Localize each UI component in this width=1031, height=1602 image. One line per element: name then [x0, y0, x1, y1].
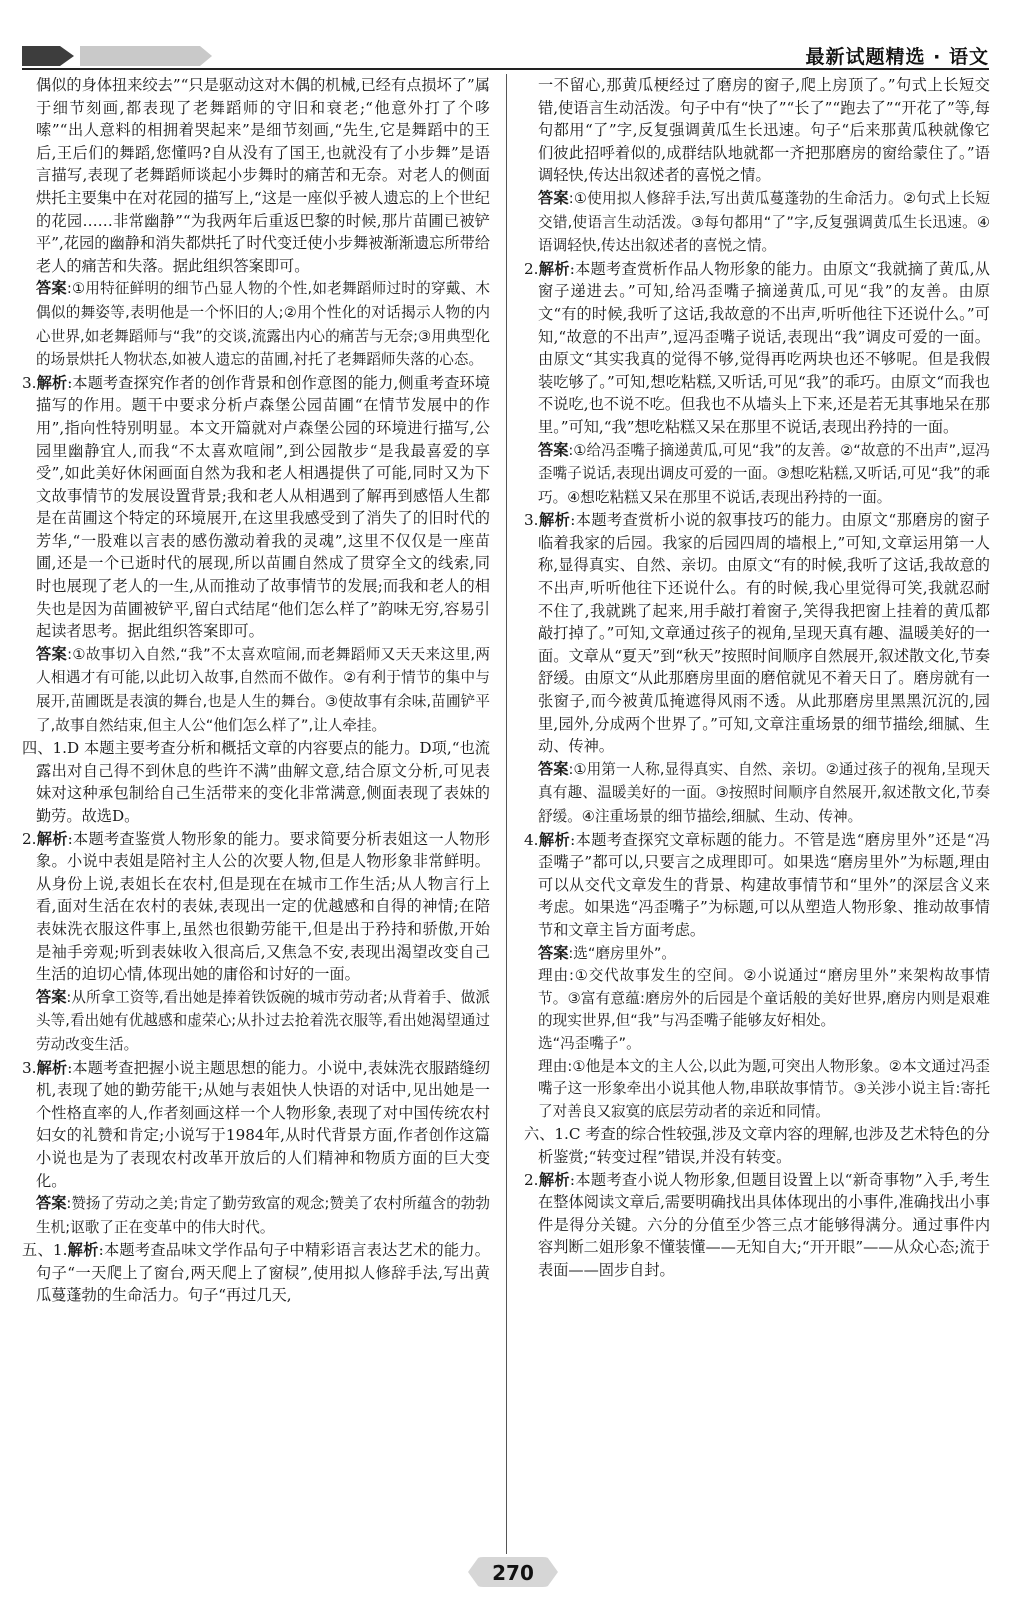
answer-paragraph: [524, 187, 990, 258]
text-paragraph: [524, 1033, 990, 1056]
analysis-label: 解析: [538, 259, 570, 278]
text-paragraph: [524, 1056, 990, 1124]
header-rule: [22, 68, 989, 70]
page-header: [0, 0, 1031, 72]
analysis-paragraph: [524, 829, 990, 942]
text-paragraph: [22, 737, 490, 827]
answer-label: 答案: [36, 279, 67, 298]
answer-label: 答案: [36, 987, 67, 1006]
answer-paragraph: [524, 439, 990, 510]
item-number: 3.: [22, 1058, 37, 1077]
analysis-label: 解析: [36, 829, 68, 848]
paragraph-text: :本题考查小说人物形象,但题目设置上以“新奇事物”入手,考生在整体阅读文章后,需要明确找出具体体现出的小事件,准确找出小事件是得分关键。六分的分值至少答三点才能够得满分。通过事件内容判断二姐形象不懂装懂——无知自大;“开开眼”——从众心态;流于表面——固步自封。: [538, 1170, 990, 1279]
answer-label: 答案: [538, 759, 569, 778]
paragraph-text: 四、1.D 本题主要考查分析和概括文章的内容要点的能力。D项,“也流露出对自己得不到休息的些许不满”曲解文意,结合原文分析,可见表妹对这种承包制给自己生活带来的变化非常满意,侧面表现了表妹的勤劳。故选D。: [22, 739, 490, 825]
answer-paragraph: [22, 643, 490, 737]
answer-label: 答案: [36, 1194, 67, 1213]
paragraph-text: :①用第一人称,显得真实、自然、亲切。②通过孩子的视角,呈现天真有趣、温暖美好的一面。③按照时间顺序自然展开,叙述散文化,节奏舒缓。④注重场景的细节描绘,细腻、生动、传神。: [538, 760, 990, 825]
answer-label: 答案: [538, 440, 569, 459]
analysis-label: 解析: [67, 1241, 99, 1260]
header-light-chevron-icon: [200, 46, 212, 66]
paragraph-text: :本题考查鉴赏人物形象的能力。要求简要分析表姐这一人物形象。小说中表姐是陪衬主人公的次要人物,但是人物形象非常鲜明。从身份上说,表姐长在农村,但是现在在城市工作生活;从人物言行上看,面对生活在农村的表妹,表现出一定的优越感和自得的神情;在陪表妹洗衣服这件事上,虽然也很勤劳能干,但是出于矜持和骄傲,开始是袖手旁观;听到表妹收入很高后,又焦急不安,表现出渴望改变自己生活的迫切心情,体现出她的庸俗和讨好的一面。: [36, 829, 490, 984]
analysis-label: 解析: [538, 830, 571, 849]
analysis-paragraph: [22, 1057, 490, 1193]
paragraph-text: :本题考查探究文章标题的能力。不管是选“磨房里外”还是“冯歪嘴子”都可以,只要言之成理即可。如果选“磨房里外”为标题,理由可以从交代文章发生的背景、构建故事情节和“里外”的深层含义来考虑。如果选“冯歪嘴子”为标题,可以从塑造人物形象、推动故事情节和文章主旨方面考虑。: [538, 830, 990, 939]
answer-paragraph: [524, 758, 990, 829]
paragraph-text: 选“冯歪嘴子”。: [538, 1034, 641, 1052]
analysis-paragraph: [22, 828, 490, 986]
text-paragraph: [524, 965, 990, 1033]
paragraph-text: :从所拿工资等,看出她是捧着铁饭碗的城市劳动者;从背着手、做派头等,看出她有优越感和虚荣心;从扑过去抢着洗衣服等,看出她渴望通过劳动改变生活。: [36, 988, 491, 1053]
paragraph-text: :①故事切入自然,“我”不太喜欢喧闹,而老舞蹈师又天天来这里,两人相遇才有可能,以此切入故事,自然而不做作。②有利于情节的集中与展开,苗圃既是表演的舞台,也是人生的舞台。③使故事有余味,苗圃铲平了,故事自然结束,但主人公“他们怎么样了”,让人牵挂。: [36, 645, 490, 734]
text-paragraph: [22, 74, 490, 277]
paragraph-text: :①使用拟人修辞手法,写出黄瓜蔓蓬勃的生命活力。②句式上长短交错,使语言生动活泼。③每句都用“了”字,反复强调黄瓜生长迅速。④语调轻快,传达出叙述者的喜悦之情。: [538, 189, 990, 255]
analysis-paragraph: [22, 372, 490, 643]
paragraph-text: :选“磨房里外”。: [568, 944, 676, 962]
answer-label: 答案: [538, 943, 569, 962]
header-light-bar: [80, 46, 200, 66]
header-title: 最新试题精选 · 语文: [805, 46, 989, 68]
analysis-paragraph: [524, 1169, 990, 1282]
header-dark-bar: [22, 46, 60, 66]
analysis-label: 解析: [538, 1170, 570, 1189]
paragraph-text: :本题考查品味文学作品句子中精彩语言表达艺术的能力。句子“一天爬上了窗台,两天爬上了窗棂”,使用拟人修辞手法,写出黄瓜蔓蓬勃的生命活力。句子“再过几天,: [36, 1241, 490, 1305]
analysis-paragraph: [22, 1239, 490, 1307]
analysis-label: 解析: [538, 511, 571, 530]
item-number: 2.: [22, 829, 37, 848]
paragraph-text: :本题考查把握小说主题思想的能力。小说中,表妹洗衣服踏缝纫机,表现了她的勤劳能干;从她与表姐快人快语的对话中,见出她是一个性格直率的人,作者刻画这样一个人物形象,表现了对中国传统农村妇女的礼赞和肯定;小说写于1984年,从时代背景方面,作者创作这篇小说也是为了表现农村改革开放后的人们精神和物质方面的巨大变化。: [36, 1058, 491, 1190]
paragraph-text: :本题考查赏析小说的叙事技巧的能力。由原文“那磨房的窗子临着我家的后园。我家的后园四周的墙根上,”可知,文章运用第一人称,显得真实、自然、亲切。由原文“有的时候,我听了这话,我故意的不出声,听听他往下还说什么。有的时候,我心里觉得可笑,我就忍耐不住了,我就跳了起来,用手敲打着窗子,笑得我把窗上挂着的黄瓜都敲打掉了。”可知,文章通过孩子的视角,呈现天真有趣、温暖美好的一面。文章从“夏天”到“秋天”按照时间顺序自然展开,叙述散文化,节奏舒缓。由原文“从此那磨房里面的磨倌就见不着天日了。磨房就有一张窗子,而今被黄瓜掩遮得风雨不透。从此那磨房里黑黑沉沉的,园里,园外,分成两个世界了。”可知,文章注重场景的细节描绘,细腻、生动、传神。: [538, 511, 990, 756]
paragraph-text: :本题考查赏析作品人物形象的能力。由原文“我就摘了黄瓜,从窗子递进去。”可知,给冯歪嘴子摘递黄瓜,可见“我”的友善。由原文“有的时候,我听了这话,我故意的不出声,听听他往下还说什么。”可知,“故意的不出声”,逗冯歪嘴子说话,表现出“我”调皮可爱的一面。由原文“其实我真的觉得不够,觉得再吃两块也还不够呢。但是我假装吃够了。”可知,想吃粘糕,又听话,可见“我”的乖巧。由原文“而我也不说吃,也不说不吃。但我也不从墙头上下来,还是若无其事地呆在那里。”可知,“我”想吃粘糕又呆在那里不说话,表现出矜持的一面。: [538, 259, 990, 436]
analysis-label: 解析: [36, 373, 68, 392]
analysis-paragraph: [524, 509, 990, 758]
item-number: 3.: [524, 511, 539, 530]
column-divider: [506, 74, 507, 1554]
right-column: [524, 74, 990, 1281]
paragraph-text: :①给冯歪嘴子摘递黄瓜,可见“我”的友善。②“故意的不出声”,逗冯歪嘴子说话,表现出调皮可爱的一面。③想吃粘糕,又听话,可见“我”的乖巧。④想吃粘糕又呆在那里不说话,表现出矜持的一面。: [538, 441, 990, 506]
paragraph-text: 一不留心,那黄瓜梗经过了磨房的窗子,爬上房顶了。”句式上长短交错,使语言生动活泼。句子中有“快了”“长了”“跑去了”“开花了”等,每句都用“了”字,反复强调黄瓜生长迅速。句子“后来那黄瓜秧就像它们彼此招呼着似的,成群结队地就都一齐把那磨房的窗给蒙住了。”语调轻快,传达出叙述者的喜悦之情。: [538, 76, 990, 185]
paragraph-text: 偶似的身体扭来绞去”“只是驱动这对木偶的机械,已经有点损坏了”属于细节刻画,都表现了老舞蹈师的守旧和衰老;“他意外打了个哆嗦”“出人意料的相拥着哭起来”是细节刻画,“先生,它是舞蹈中的王后,王后们的舞蹈,您懂吗?自从没有了国王,也就没有了小步舞”是语言描写,表现了老舞蹈师谈起小步舞时的痛苦和无奈。对老人的侧面烘托主要集中在对花园的描写上,“这是一座似乎被人遗忘的上个世纪的花园……非常幽静”“为我两年后重返巴黎的时候,那片苗圃已被铲平”,花园的幽静和消失都烘托了时代变迁使小步舞被渐渐遗忘所带给老人的痛苦和失落。据此组织答案即可。: [36, 76, 490, 275]
paragraph-text: 理由:①他是本文的主人公,以此为题,可突出人物形象。②本文通过冯歪嘴子这一形象牵出小说其他人物,串联故事情节。③关涉小说主旨:寄托了对善良又寂寞的底层劳动者的亲近和同情。: [538, 1057, 990, 1120]
item-number: 4.: [524, 830, 539, 849]
page-number-badge: [468, 1555, 558, 1591]
paragraph-text: 六、1.C 考查的综合性较强,涉及文章内容的理解,也涉及艺术特色的分析鉴赏;“转变过程”错误,并没有转变。: [524, 1125, 990, 1166]
answer-label: 答案: [36, 644, 68, 663]
paragraph-text: :①用特征鲜明的细节凸显人物的个性,如老舞蹈师过时的穿戴、木偶似的舞姿等,表明他是一个怀旧的人;②用个性化的对话揭示人物的内心世界,如老舞蹈师与“我”的交谈,流露出内心的痛苦与无奈;③用典型化的场景烘托人物状态,如被人遗忘的苗圃,衬托了老舞蹈师失落的心态。: [36, 280, 490, 369]
text-paragraph: [524, 74, 990, 187]
analysis-label: 解析: [36, 1058, 68, 1077]
page-number: 270: [492, 1561, 534, 1585]
left-column: [22, 74, 490, 1307]
answer-paragraph: [524, 942, 990, 966]
analysis-paragraph: [524, 258, 990, 439]
item-number: 3.: [22, 373, 37, 392]
paragraph-text: :赞扬了劳动之美;肯定了勤劳致富的观念;赞美了农村所蕴含的勃勃生机;讴歌了正在变革中的伟大时代。: [36, 1195, 490, 1236]
answer-paragraph: [22, 277, 490, 371]
answer-label: 答案: [538, 188, 569, 207]
text-paragraph: [524, 1123, 990, 1168]
item-number: 2.: [524, 1170, 539, 1189]
answer-paragraph: [22, 1192, 490, 1239]
item-number: 2.: [524, 259, 539, 278]
header-chevron-icon: [60, 46, 74, 66]
item-number: 五、1.: [22, 1241, 68, 1260]
paragraph-text: :本题考查探究作者的创作背景和创作意图的能力,侧重考查环境描写的作用。题干中要求分析卢森堡公园苗圃“在情节发展中的作用”,指向性特别明显。本文开篇就对卢森堡公园的环境进行描写,公园里幽静宜人,而我“不太喜欢喧闹”,到公园散步“是我最喜爱的享受”,如此美好休闲画面自然为我和老人相遇提供了可能,同时又为下文故事情节的发展设置背景;我和老人从相遇到了解再到感悟人生都是在苗圃这个特定的环境展开,在这里我感受到了消失了的旧时代的芳华,“一股难以言表的感伤激动着我的灵魂”,这里不仅仅是一座苗圃,还是一个已逝时代的展现,所以苗圃自然成了贯穿全文的线索,同时也展现了老人的一生,从而推动了故事情节的发展;而我和老人的相失也是因为苗圃被铲平,留白式结尾“他们怎么样了”韵味无穷,容易引起读者思考。据此组织答案即可。: [36, 373, 491, 641]
answer-paragraph: [22, 986, 490, 1057]
paragraph-text: 理由:①交代故事发生的空间。②小说通过“磨房里外”来架构故事情节。③富有意蕴:磨房外的后园是个童话般的美好世界,磨房内则是艰难的现实世界,但“我”与冯歪嘴子能够友好相处。: [538, 967, 990, 1030]
